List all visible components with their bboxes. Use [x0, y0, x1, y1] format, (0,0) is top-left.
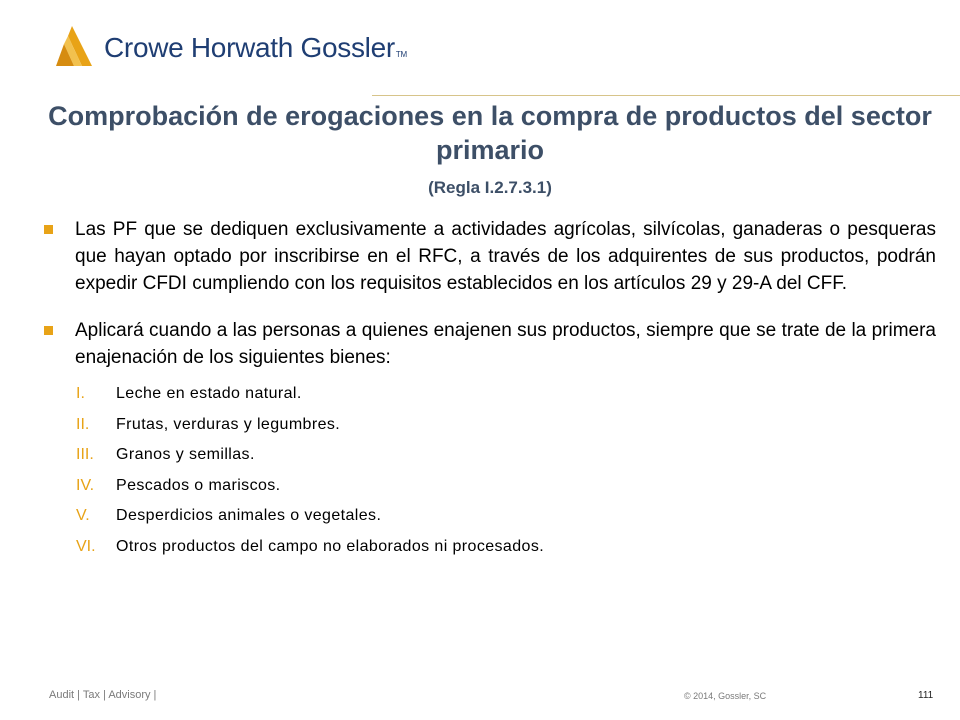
brand-name: Crowe Horwath GosslerTM [104, 32, 407, 63]
list-item [76, 379, 936, 410]
crowe-logo-icon [52, 26, 96, 70]
bullet-1 [44, 216, 936, 297]
company-logo [52, 26, 407, 70]
list-number: II. [76, 415, 90, 433]
list-number: III. [76, 446, 94, 464]
square-bullet-icon [44, 326, 53, 335]
slide-content [44, 216, 936, 562]
list-text: Pescados o mariscos. [116, 476, 281, 494]
footer-copyright: © 2014, Gossler, SC [684, 691, 767, 701]
list-item [76, 501, 936, 532]
list-text: Granos y semillas. [116, 446, 255, 464]
list-number: IV. [76, 476, 95, 494]
bullet-text: Aplicará cuando a las personas a quienes enajenen sus productos, siempre que se trate de la primera enajenación de los siguientes bienes: [75, 320, 936, 368]
trademark: TM [395, 50, 407, 59]
goods-list [76, 379, 936, 562]
slide-title: Comprobación de erogaciones en la compra de productos del sector primario [48, 101, 932, 165]
bullet-2 [44, 317, 936, 371]
list-item [76, 471, 936, 502]
square-bullet-icon [44, 225, 53, 234]
list-number: I. [76, 385, 85, 403]
list-text: Leche en estado natural. [116, 385, 302, 403]
list-number: V. [76, 507, 90, 525]
header-rule [372, 95, 960, 96]
list-item [76, 532, 936, 563]
list-text: Otros productos del campo no elaborados ni procesados. [116, 537, 545, 555]
list-text: Frutas, verduras y legumbres. [116, 415, 341, 433]
list-item [76, 440, 936, 471]
slide-subtitle: (Regla I.2.7.3.1) [428, 178, 552, 197]
list-text: Desperdicios animales o vegetales. [116, 507, 382, 525]
page-number: 111 [918, 690, 934, 701]
bullet-text: Las PF que se dediquen exclusivamente a actividades agrícolas, silvícolas, ganaderas o pesqueras que hayan optado por inscribirse en el RFC, a través de los adquirentes de sus productos, podrán expedir CFDI cumpliendo con los requisitos establecidos en los artículos 29 y 29-A del CFF. [75, 219, 936, 294]
list-item [76, 410, 936, 441]
footer-services: Audit | Tax | Advisory | [49, 689, 157, 701]
list-number: VI. [76, 537, 96, 555]
